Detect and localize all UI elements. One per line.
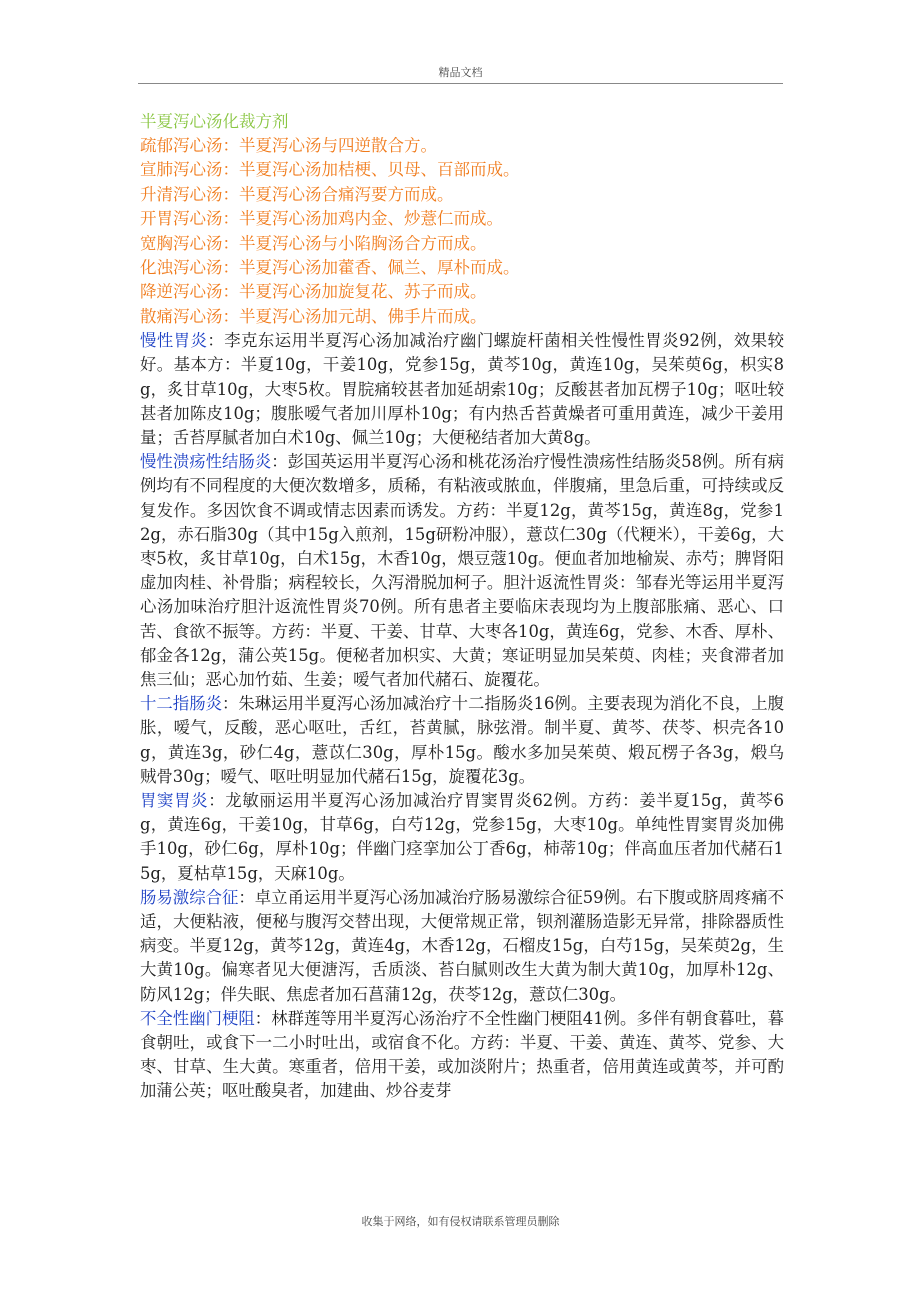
section-ulcerative-colitis — [140, 450, 784, 692]
section-antral-gastritis — [140, 789, 784, 886]
section-pyloric-obstruction — [140, 1007, 784, 1104]
page-header: 精品文档 — [438, 66, 483, 79]
section-text: ：林群莲等用半夏泻心汤治疗不全性幽门梗阻41例。多伴有朝食暮吐，暮食朝吐，或食下一二小时吐出，或宿食不化。方药：半夏、干姜、黄连、黄芩、党参、大枣、甘草、生大黄。寒重者，倍用干姜，或加淡附片；热重者，倍用黄连或黄芩，并可酌加蒲公英；呕吐酸臭者，加建曲、炒谷麦芽 — [140, 1008, 785, 1101]
section-heading: 慢性胃炎 — [140, 331, 208, 351]
section-text: ：彭国英运用半夏泻心汤和桃花汤治疗慢性溃疡性结肠炎58例。所有病例均有不同程度的大便次数增多，质稀，有粘液或脓血，伴腹痛，里急后重，可持续或反复发作。多因饮食不调或情志因素而诱发。方药：半夏12g，黄芩15g，黄连8g，党参12g，赤石脂30g（其中15g入煎剂，15g研粉冲服），薏苡仁30g（代粳米），干姜6g，大枣5枚，炙甘草10g，白术15g，木香10g，煨豆蔻10g。便血者加地榆炭、赤芍；脾肾阳虚加肉桂、补骨脂；病程较长，久泻滑脱加柯子。胆汁返流性胃炎：邹春光等运用半夏泻心汤加味治疗胆汁返流性胃炎70例。所有患者主要临床表现均为上腹部胀痛、恶心、口苦、食欲不振等。方药：半夏、干姜、甘草、大枣各10g，黄连6g，党参、木香、厚朴、郁金各12g，蒲公英15g。便秘者加枳实、大黄；寒证明显加吴茱萸、肉桂；夹食滞者加焦三仙；恶心加竹茹、生姜；嗳气者加代赭石、旋覆花。 — [140, 452, 784, 689]
page-footer: 收集于网络，如有侵权请联系管理员删除 — [361, 1215, 560, 1228]
formula-item: 宽胸泻心汤：半夏泻心汤与小陷胸汤合方而成。 — [140, 233, 487, 253]
document-body — [140, 110, 784, 1104]
section-heading: 胃窦胃炎 — [140, 790, 209, 810]
formula-item: 化浊泻心汤：半夏泻心汤加藿香、佩兰、厚朴而成。 — [140, 257, 520, 277]
header-divider — [138, 83, 783, 84]
formula-item: 升清泻心汤：半夏泻心汤合痛泻要方而成。 — [140, 184, 454, 204]
section-duodenitis — [140, 692, 784, 789]
section-ibs — [140, 886, 784, 1007]
formula-item: 散痛泻心汤：半夏泻心汤加元胡、佛手片而成。 — [140, 306, 487, 326]
section-heading: 不全性幽门梗阻 — [140, 1008, 255, 1028]
section-text: ：朱琳运用半夏泻心汤加减治疗十二指肠炎16例。主要表现为消化不良，上腹胀，嗳气，反酸，恶心呕吐，舌红，苔黄腻，脉弦滑。制半夏、黄芩、茯苓、枳壳各10g，黄连3g，砂仁4g，薏苡仁30g，厚朴15g。酸水多加吴茱萸、煅瓦楞子各3g，煅乌贼骨30g；嗳气、呕吐明显加代赭石15g，旋覆花3g。 — [140, 694, 785, 786]
formula-item: 降逆泻心汤：半夏泻心汤加旋复花、苏子而成。 — [140, 282, 487, 302]
section-heading: 肠易激综合征 — [140, 887, 239, 907]
section-heading: 慢性溃疡性结肠炎 — [140, 452, 272, 472]
section-chronic-gastritis — [140, 329, 784, 450]
section-text: ：卓立甬运用半夏泻心汤加减治疗肠易激综合征59例。右下腹或脐周疼痛不适，大便粘液，便秘与腹泻交替出现，大便常规正常，钡剂灌肠造影无异常，排除器质性病变。半夏12g，黄芩12g，黄连4g，木香12g，石榴皮15g，白芍15g，吴茱萸2g，生大黄10g。偏寒者见大便溏泻，舌质淡、苔白腻则改生大黄为制大黄10g，加厚朴12g、防风12g；伴失眠、焦虑者加石菖蒲12g，茯苓12g，薏苡仁30g。 — [140, 887, 784, 1004]
document-title: 半夏泻心汤化裁方剂 — [140, 112, 289, 131]
formula-item: 疏郁泻心汤：半夏泻心汤与四逆散合方。 — [140, 136, 437, 155]
formula-item: 开胃泻心汤：半夏泻心汤加鸡内金、炒薏仁而成。 — [140, 209, 503, 229]
section-text: ：李克东运用半夏泻心汤加减治疗幽门螺旋杆菌相关性慢性胃炎92例，效果较好。基本方：半夏10g，干姜10g，党参15g，黄芩10g，黄连10g，吴茱萸6g，枳实8g，炙甘草10g，大枣5枚。胃脘痛较甚者加延胡索10g；反酸甚者加瓦楞子10g；呕吐较甚者加陈皮10g；腹胀嗳气者加川厚朴10g；有内热舌苔黄燥者可重用黄连，减少干姜用量；舌苔厚腻者加白术10g、佩兰10g；大便秘结者加大黄8g。 — [140, 331, 785, 447]
section-heading: 十二指肠炎 — [140, 694, 222, 714]
formula-list — [140, 134, 784, 329]
section-text: ：龙敏丽运用半夏泻心汤加减治疗胃窦胃炎62例。方药：姜半夏15g，黄芩6g，黄连6g，干姜10g，甘草6g，白芍12g，党参15g，大枣10g。单纯性胃窦胃炎加佛手10g，砂仁6g，厚朴10g；伴幽门痉挛加公丁香6g，柿蒂10g；伴高血压者加代赭石15g，夏枯草15g，天麻10g。 — [140, 790, 785, 883]
formula-item: 宣肺泻心汤：半夏泻心汤加桔梗、贝母、百部而成。 — [140, 160, 520, 180]
